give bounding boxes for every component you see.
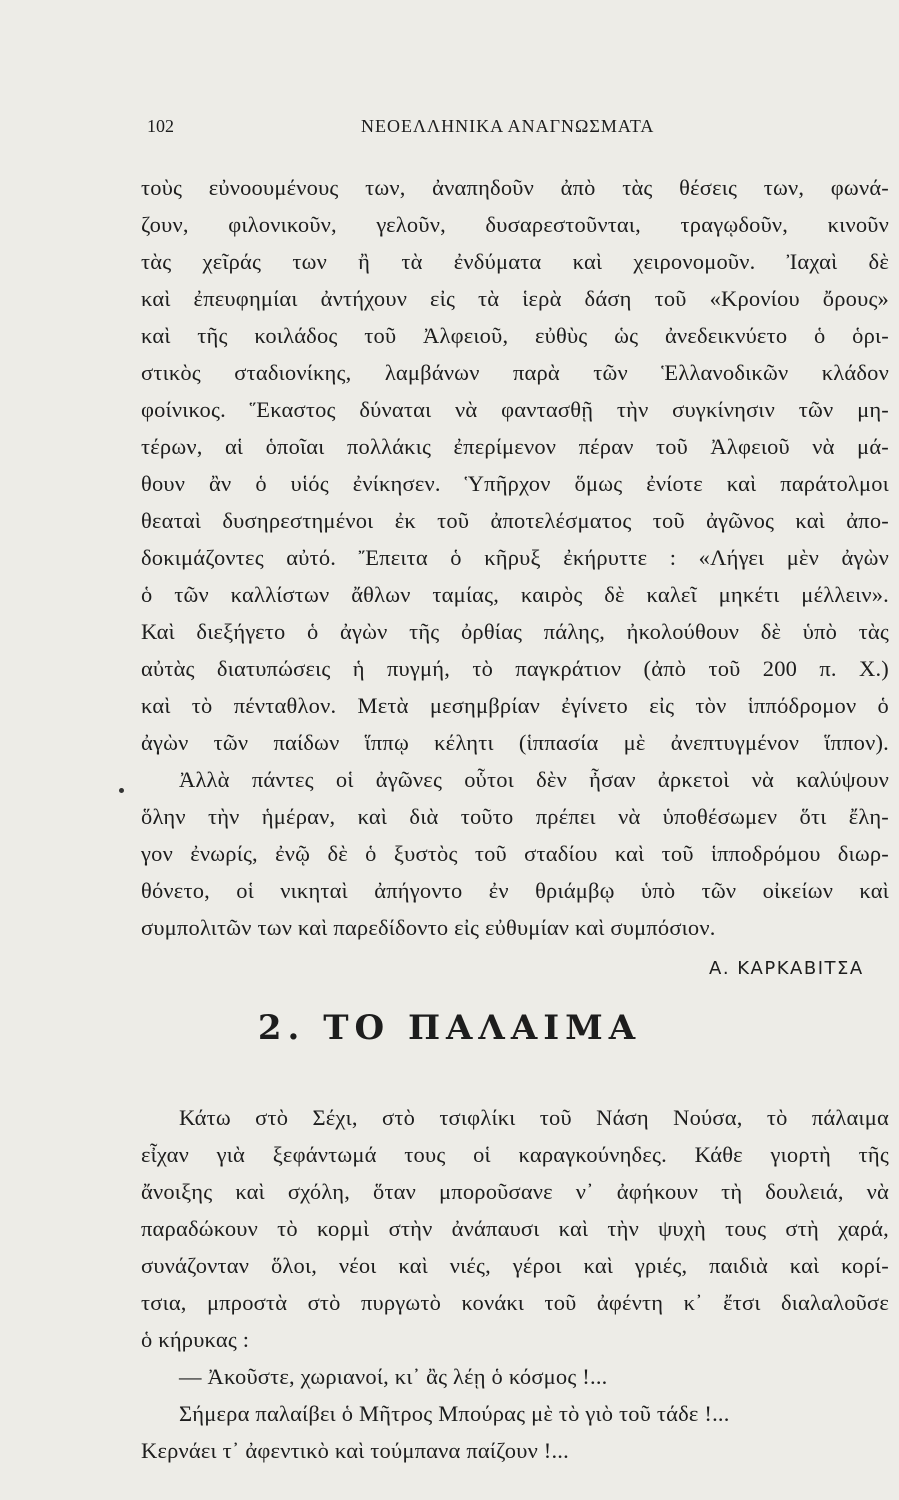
body-line: καὶ ἐπευφημίαι ἀντήχουν εἰς τὰ ἱερὰ δάση τοῦ «Κρονίου ὄρους» [141,286,889,311]
body-line: ὅλην τὴν ἡμέραν, καὶ διὰ τοῦτο πρέπει νὰ ὑποθέσωμεν ὅτι ἔλη- [141,804,889,829]
body-line: δοκιμάζοντες αὐτό. Ἔπειτα ὁ κῆρυξ ἐκήρυττε : «Λήγει μὲν ἀγὼν [141,545,889,570]
body-line: ζουν, φιλονικοῦν, γελοῦν, δυσαρεστοῦνται, τραγῳδοῦν, κινοῦν [141,212,889,237]
section-line: Σήμερα παλαίβει ὁ Μῆτρος Μπούρας μὲ τὸ γιὸ τοῦ τάδε !... [179,1401,730,1426]
body-line: τοὺς εὐνοουμένους των, ἀναπηδοῦν ἀπὸ τὰς θέσεις των, φωνά- [141,175,889,200]
section-line: τσια, μπροστὰ στὸ πυργωτὸ κονάκι τοῦ ἀφέντη κ᾽ ἔτσι διαλαλοῦσε [141,1290,889,1315]
ink-spot [119,788,124,793]
body-line: φοίνικος. Ἕκαστος δύναται νὰ φαντασθῇ τὴν συγκίνησιν τῶν μη- [141,397,889,422]
body-line: συμπολιτῶν των καὶ παρεδίδοντο εἰς εὐθυμίαν καὶ συμπόσιον. [141,915,716,940]
body-line: ἀγὼν τῶν παίδων ἵππῳ κέλητι (ἱππασία μὲ ἀνεπτυγμένον ἵππον). [141,730,889,755]
body-line: καὶ τῆς κοιλάδος τοῦ Ἀλφειοῦ, εὐθὺς ὡς ἀνεδεικνύετο ὁ ὁρι- [141,323,889,348]
body-line: τὰς χεῖράς των ἢ τὰ ἐνδύματα καὶ χειρονομοῦν. Ἰαχαὶ δὲ [141,249,889,274]
author-signature: Α. ΚΑΡΚΑΒΙΤΣΑ [709,958,864,979]
running-head [141,116,881,146]
body-line: Ἀλλὰ πάντες οἱ ἀγῶνες οὗτοι δὲν ἦσαν ἀρκετοὶ νὰ καλύψουν [179,767,889,792]
section-line: συνάζονταν ὅλοι, νέοι καὶ νιές, γέροι καὶ γριές, παιδιὰ καὶ κορί- [141,1253,889,1278]
body-line: τέρων, αἱ ὁποῖαι πολλάκις ἐπερίμενον πέραν τοῦ Ἀλφειοῦ νὰ μά- [141,434,889,459]
section-line: ἄνοιξης καὶ σχόλη, ὅταν μποροῦσανε ν᾽ ἀφήκουν τὴ δουλειά, νὰ [141,1179,889,1204]
section-line: ὁ κήρυκας : [141,1327,250,1352]
body-line: θουν ἂν ὁ υἱός ἐνίκησεν. Ὑπῆρχον ὅμως ἐνίοτε καὶ παράτολμοι [141,471,889,496]
body-line: Καὶ διεξήγετο ὁ ἀγὼν τῆς ὀρθίας πάλης, ἠκολούθουν δὲ ὑπὸ τὰς [141,619,889,644]
section-line: Κάτω στὸ Σέχι, στὸ τσιφλίκι τοῦ Νάση Νούσα, τὸ πάλαιμα [179,1105,889,1130]
body-line: ὁ τῶν καλλίστων ἄθλων ταμίας, καιρὸς δὲ καλεῖ μηκέτι μέλλειν». [141,582,889,607]
body-line: αὐτὰς διατυπώσεις ἡ πυγμή, τὸ παγκράτιον (ἀπὸ τοῦ 200 π. Χ.) [141,656,889,681]
body-line: γον ἐνωρίς, ἐνῷ δὲ ὁ ξυστὸς τοῦ σταδίου καὶ τοῦ ἱπποδρόμου διωρ- [141,841,889,866]
body-line: καὶ τὸ πένταθλον. Μετὰ μεσημβρίαν ἐγίνετο εἰς τὸν ἱππόδρομον ὁ [141,693,889,718]
body-line: θεαταὶ δυσηρεστημένοι ἐκ τοῦ ἀποτελέσματος τοῦ ἀγῶνος καὶ ἀπο- [141,508,889,533]
running-title: ΝΕΟΕΛΛΗΝΙΚΑ ΑΝΑΓΝΩΣΜΑΤΑ [361,116,655,136]
page-number: 102 [147,116,174,136]
body-line: στικὸς σταδιονίκης, λαμβάνων παρὰ τῶν Ἑλλανοδικῶν κλάδον [141,360,889,385]
section-line: — Ἀκοῦστε, χωριανοί, κι᾽ ἂς λέῃ ὁ κόσμος !... [179,1364,608,1389]
section-line: παραδώκουν τὸ κορμὶ στὴν ἀνάπαυσι καὶ τὴν ψυχὴ τους στὴ χαρά, [141,1216,889,1241]
section-line: εἶχαν γιὰ ξεφάντωμά τους οἱ καραγκούνηδες. Κάθε γιορτὴ τῆς [141,1142,889,1167]
body-line: θόνετο, οἱ νικηταὶ ἀπήγοντο ἐν θριάμβῳ ὑπὸ τῶν οἰκείων καὶ [141,878,889,903]
section-line: Κερνάει τ᾽ ἀφεντικὸ καὶ τούμπανα παίζουν !... [141,1438,569,1463]
section-heading: 2. ΤΟ ΠΑΛΑΙΜΑ [257,1008,642,1048]
